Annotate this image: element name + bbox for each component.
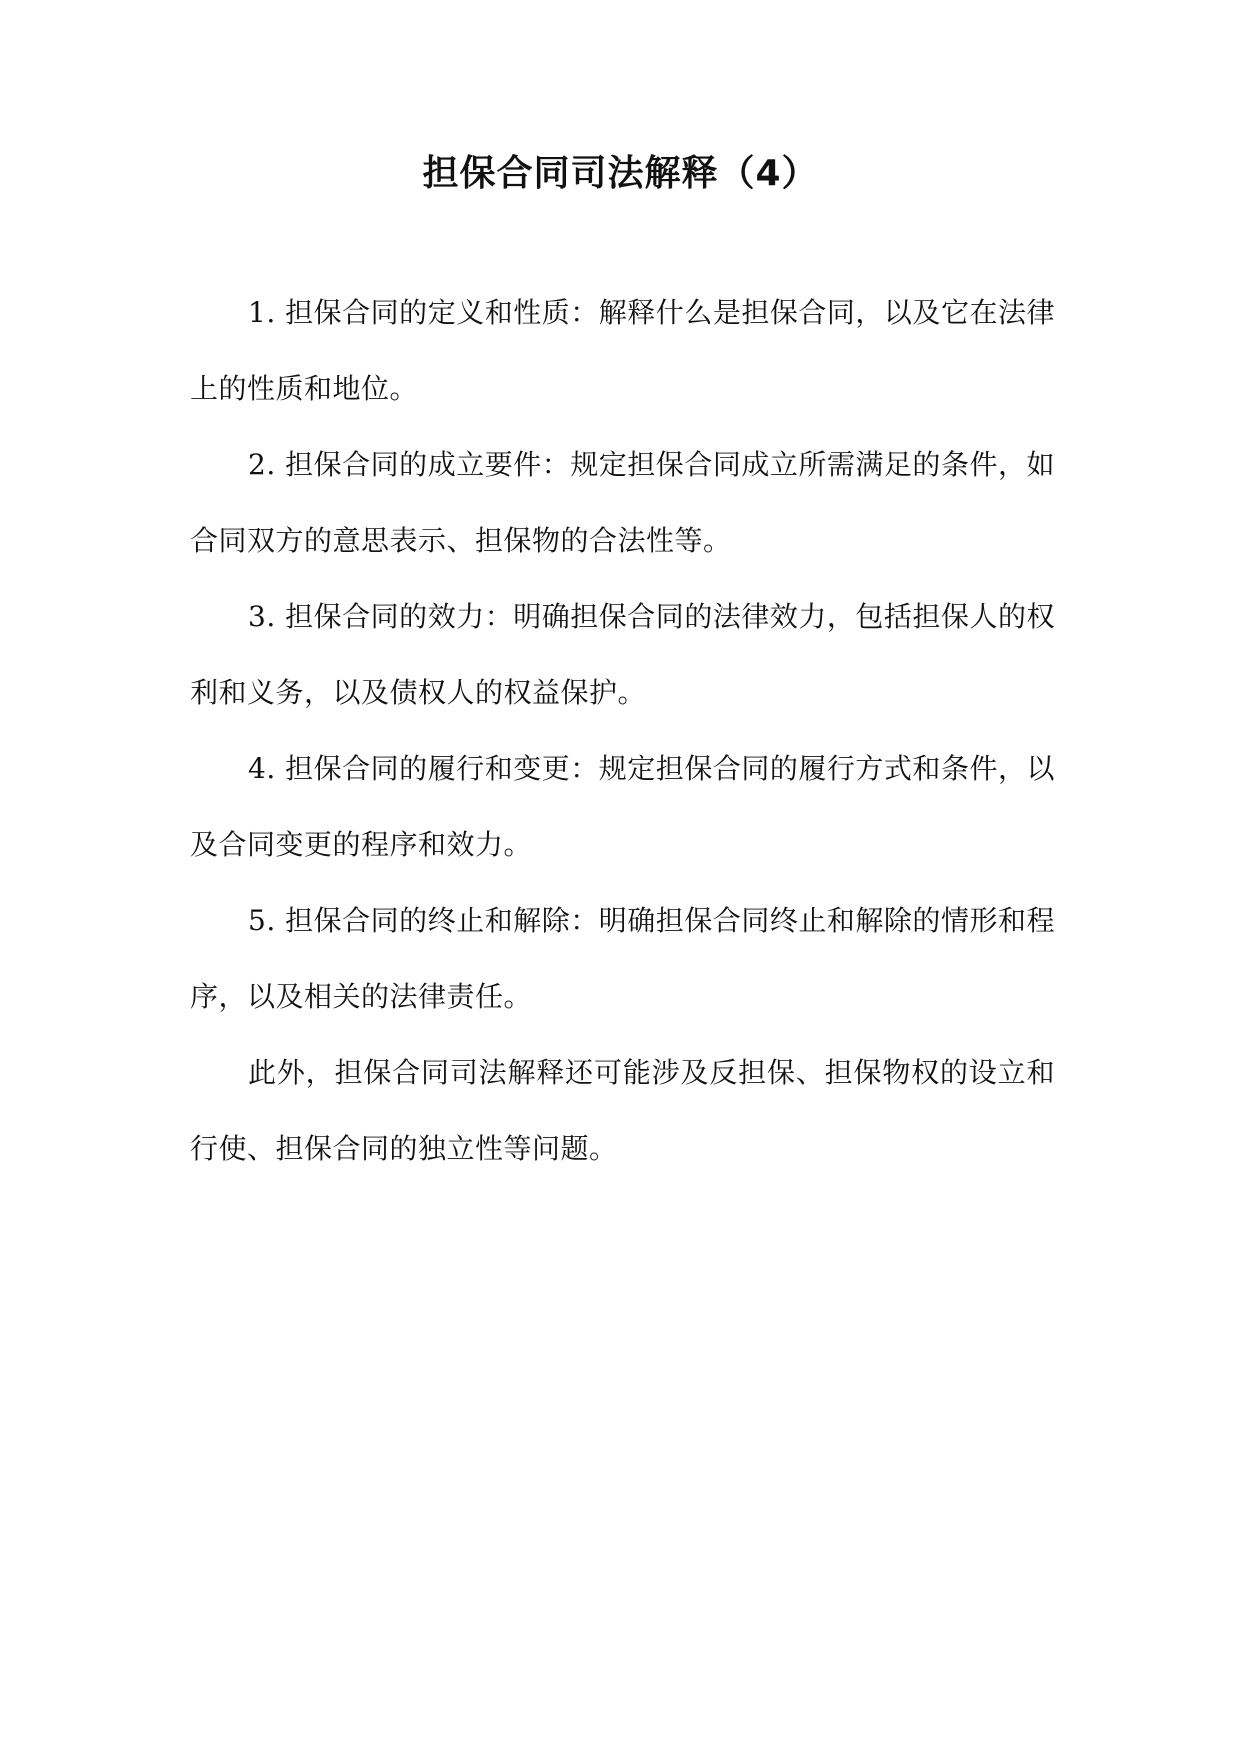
document-title: 担保合同司法解释（4） [422,153,819,194]
paragraph-performance: 4. 担保合同的履行和变更：规定担保合同的履行方式和条件，以及合同变更的程序和效力。 [190,752,1055,861]
paragraph-termination: 5. 担保合同的终止和解除：明确担保合同终止和解除的情形和程序，以及相关的法律责任。 [190,904,1055,1013]
paragraph-definition: 1. 担保合同的定义和性质：解释什么是担保合同，以及它在法律上的性质和地位。 [190,296,1055,405]
paragraph-formation: 2. 担保合同的成立要件：规定担保合同成立所需满足的条件，如合同双方的意思表示、担保物的合法性等。 [190,448,1055,557]
paragraph-additional: 此外，担保合同司法解释还可能涉及反担保、担保物权的设立和行使、担保合同的独立性等问题。 [190,1056,1055,1165]
paragraph-validity: 3. 担保合同的效力：明确担保合同的法律效力，包括担保人的权利和义务，以及债权人的权益保护。 [190,600,1055,709]
document-body [190,275,1055,1187]
